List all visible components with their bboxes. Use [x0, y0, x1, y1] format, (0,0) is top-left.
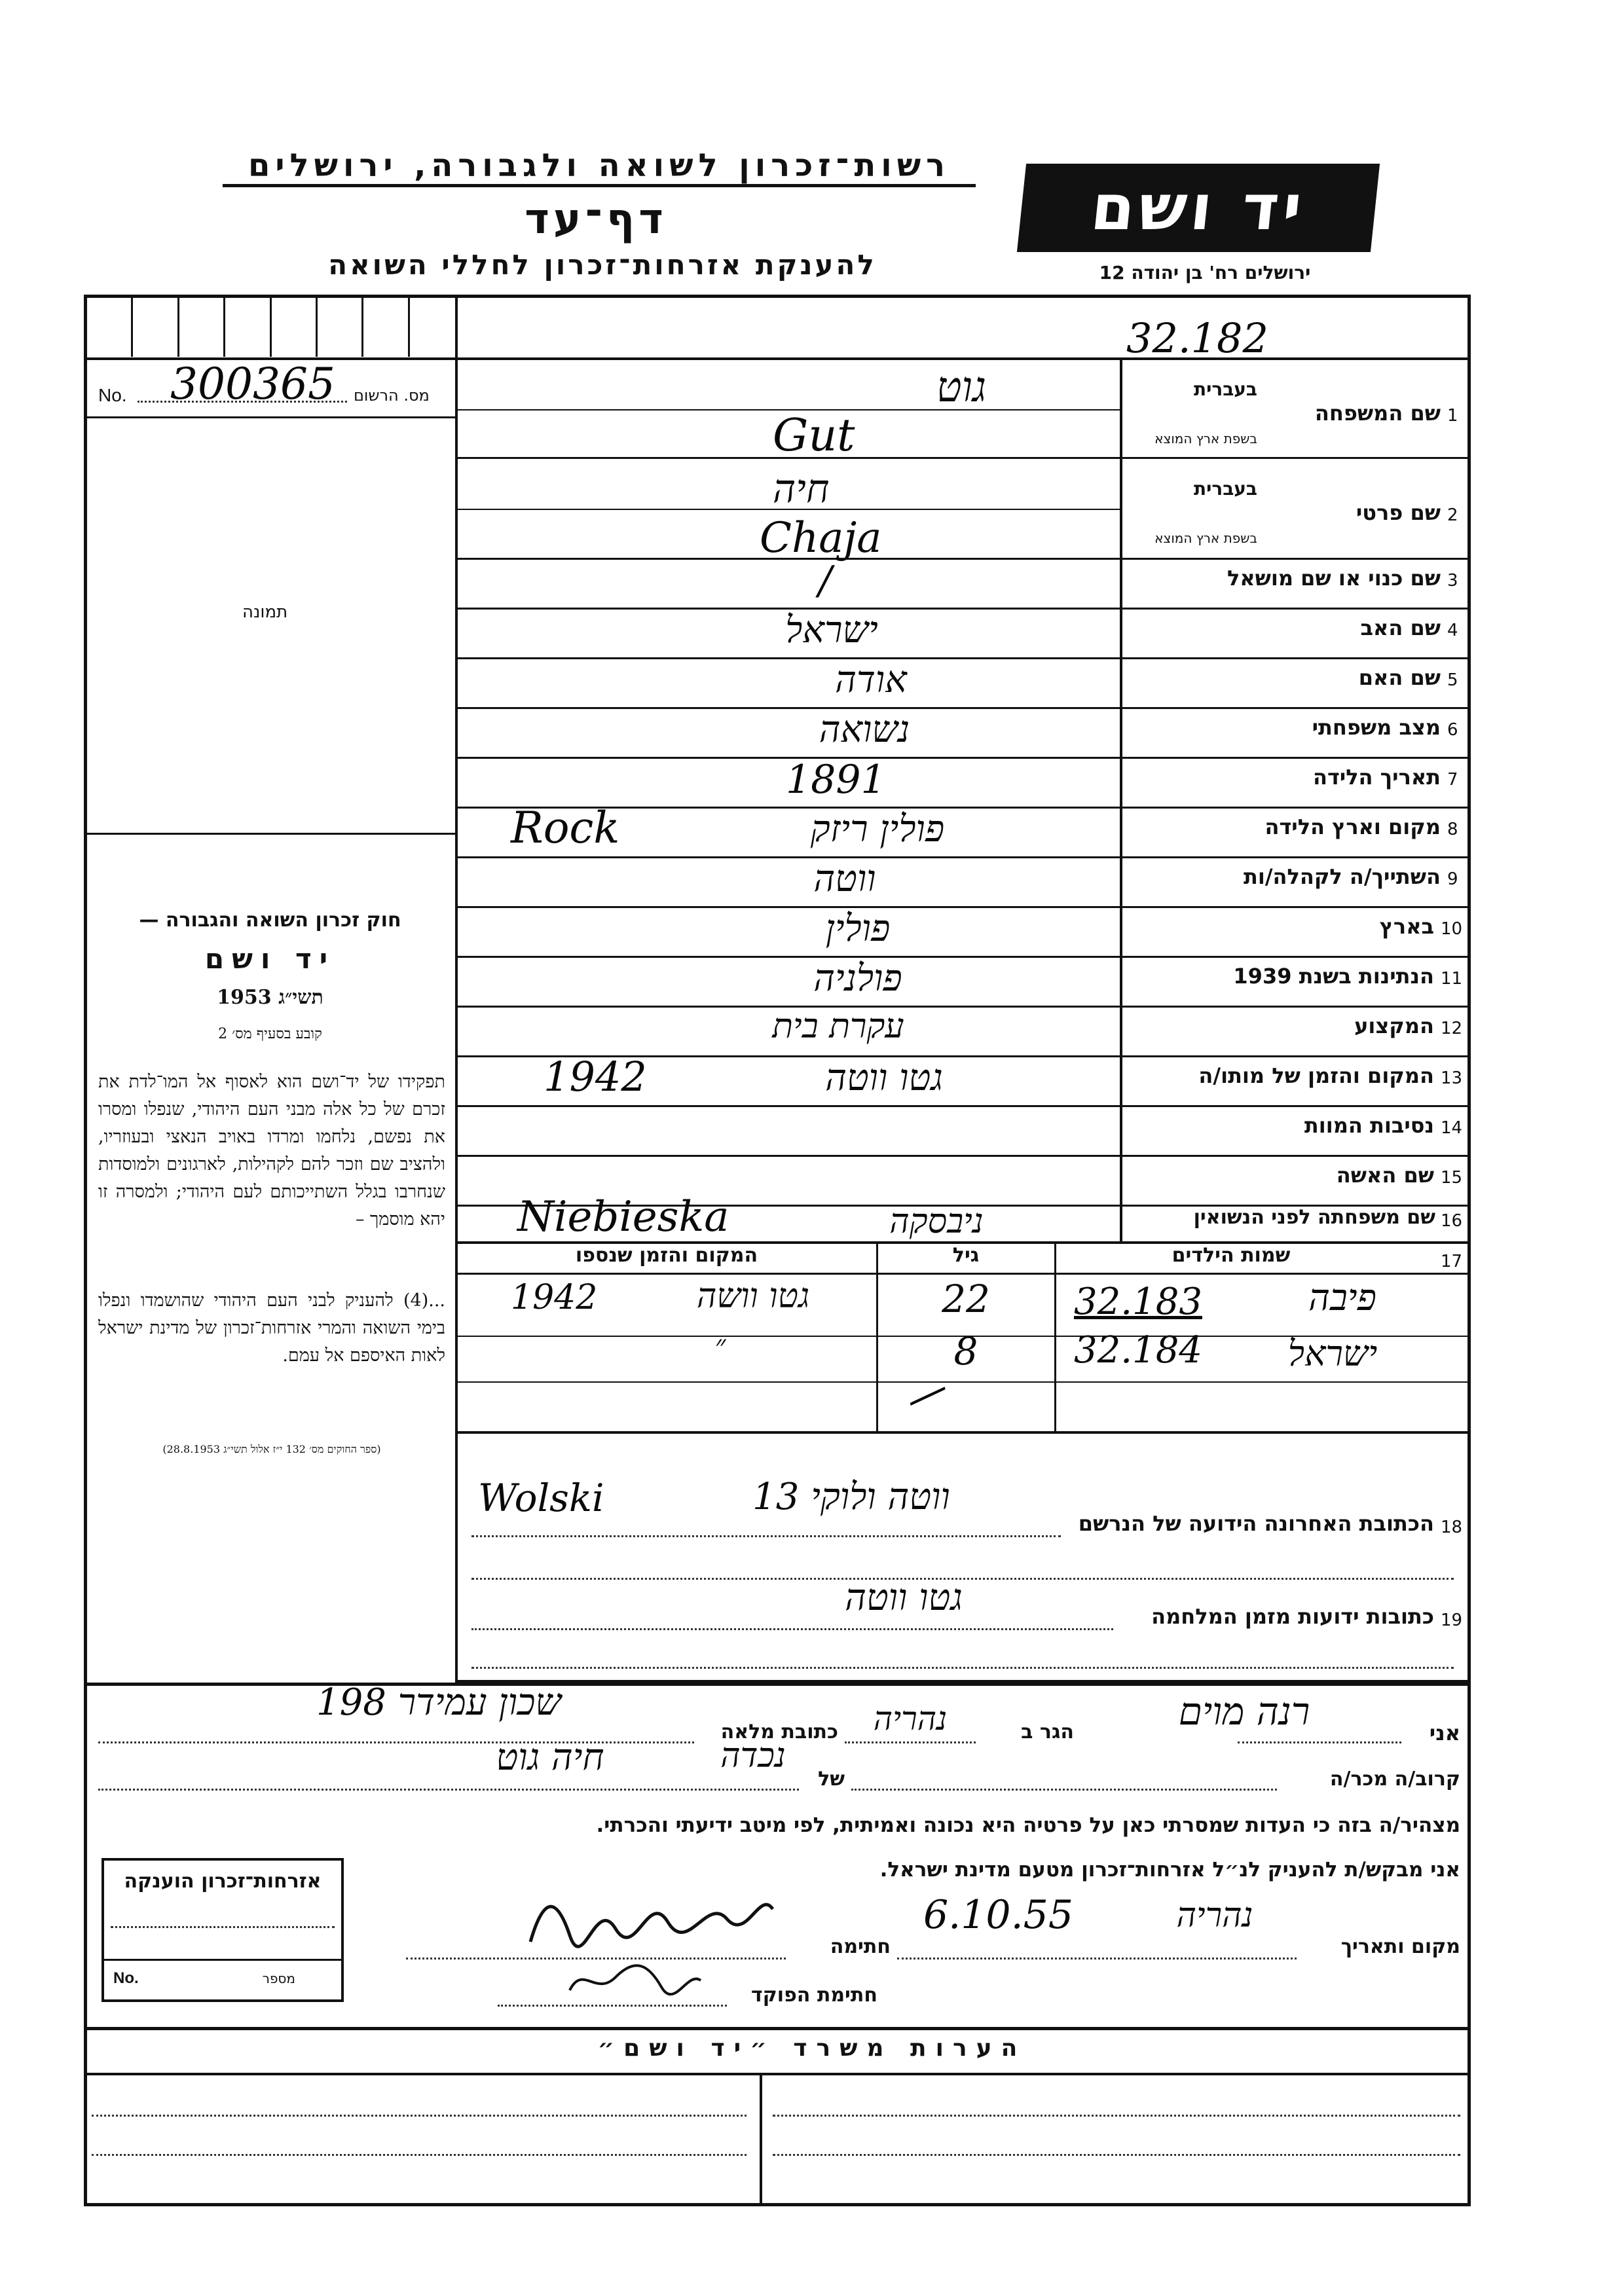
initials-icon — [563, 1958, 707, 2003]
child-2-name: ישראל — [1287, 1333, 1378, 1374]
official-signature-mark — [563, 1958, 707, 2003]
logo-text: יד ושם — [1087, 171, 1310, 244]
child-1-year: 1942 — [511, 1278, 598, 1317]
of-value: חיה גוט — [496, 1736, 604, 1779]
field-14-number: 14 — [1441, 1118, 1463, 1138]
child-1-ref: 32.183 — [1074, 1281, 1202, 1323]
full-address-value: שכון עמידר 198 — [316, 1681, 562, 1724]
signature-icon — [517, 1883, 779, 1955]
field-5-label: שם האם — [1358, 665, 1441, 690]
page-number: 32.182 — [1126, 314, 1268, 362]
children-col-names: שמות הילדים — [1172, 1244, 1291, 1267]
field-10-number: 10 — [1441, 919, 1463, 939]
field-7-label: תאריך הלידה — [1312, 765, 1441, 790]
field-1-sub-hebrew: בעברית — [1193, 378, 1257, 400]
declaration-ani: אני — [1429, 1721, 1460, 1745]
field-3-value: / — [819, 558, 832, 604]
field-18-value: ווטה ולוקי 13 — [752, 1476, 950, 1518]
field-12-label: המקצוע — [1354, 1013, 1434, 1038]
field-13-number: 13 — [1441, 1068, 1463, 1088]
field-19-number: 19 — [1441, 1611, 1463, 1630]
field-12-value: עקרת בית — [772, 1007, 904, 1046]
field-19-value: גטו ווטה — [845, 1576, 963, 1619]
field-12-number: 12 — [1441, 1019, 1463, 1038]
field-11-value: פולניה — [813, 957, 902, 1000]
registration-number: 300365 — [170, 359, 335, 409]
field-10-label: בארץ — [1379, 914, 1434, 939]
field-3-label: שם כנוי או שם מושאל — [1227, 566, 1441, 591]
award-no-label: No. — [113, 1969, 139, 1987]
resides-label: הגר ב — [1021, 1721, 1074, 1743]
field-4-label: שם האב — [1360, 615, 1441, 640]
full-address-label: כתובת מלאה — [720, 1721, 838, 1743]
field-6-value: נשואה — [819, 708, 910, 751]
field-6-number: 6 — [1447, 720, 1458, 740]
form-title: דף־עד — [525, 195, 667, 244]
office-remarks: הערות משרד ״יד ושם״ — [597, 2035, 1027, 2062]
field-7-value: 1891 — [786, 757, 886, 803]
address-line: ירושלים רח' בן יהודה 12 — [1099, 262, 1311, 283]
field-1-label: שם המשפחה — [1314, 401, 1441, 426]
field-1-hebrew-value: גוט — [936, 363, 987, 412]
field-5-number: 5 — [1447, 670, 1458, 690]
children-col-place: המקום והזמן שנספו — [575, 1244, 758, 1267]
field-13-label: המקום והזמן של מותו/ה — [1198, 1063, 1434, 1088]
field-4-value: ישראל — [785, 609, 878, 651]
field-18-number: 18 — [1441, 1518, 1463, 1537]
top-left-grid — [87, 298, 454, 357]
citizenship-award-box — [101, 1858, 344, 2002]
child-2-ref: 32.184 — [1074, 1329, 1202, 1372]
field-17-number: 17 — [1441, 1252, 1463, 1271]
law-clause: קובע בסעיף מס׳ 2 — [218, 1026, 322, 1042]
child-1-age: 22 — [942, 1277, 990, 1321]
date-value: 6.10.55 — [923, 1892, 1074, 1938]
child-2-age: 8 — [953, 1329, 978, 1374]
law-source: (ספר החוקים מס׳ 132 י״ז אלול תשי״ג 28.8.1953) — [162, 1443, 381, 1455]
signature-mark — [517, 1883, 779, 1955]
field-11-number: 11 — [1441, 969, 1463, 989]
relative-label: קרוב/ה מכר/ה — [1329, 1768, 1460, 1791]
resides-value: נהריה — [873, 1700, 948, 1738]
yad-vashem-logo — [1017, 164, 1380, 252]
field-1-number: 1 — [1447, 406, 1458, 426]
field-16-number: 16 — [1441, 1211, 1463, 1231]
field-11-label: הנתינות בשנת 1939 — [1233, 964, 1434, 989]
child-1-place: גטו וושה — [696, 1277, 810, 1316]
relation-value: נכדה — [720, 1736, 786, 1776]
field-19-label: כתובות ידועות מזמן המלחמה — [1151, 1604, 1434, 1629]
declaration-request: אני מבקש/ת להעניק לנ״ל אזרחות־זכרון מטעם מדינת ישראל. — [879, 1858, 1460, 1882]
field-1-sub-origin: בשפת ארץ המוצא — [1154, 431, 1257, 446]
field-15-number: 15 — [1441, 1168, 1463, 1188]
no-label: No. — [98, 385, 127, 405]
authority-title: רשות־זכרון לשואה ולגבורה, ירושלים — [223, 147, 976, 187]
field-1-latin-value: Gut — [773, 410, 855, 462]
field-2-number: 2 — [1447, 505, 1458, 525]
field-2-sub-origin: בשפת ארץ המוצא — [1154, 530, 1257, 546]
child-1-name: פיבה — [1308, 1277, 1376, 1319]
field-6-label: מצב משפחתי — [1312, 715, 1441, 740]
field-7-number: 7 — [1447, 770, 1458, 790]
of-label: של — [818, 1768, 845, 1791]
field-15-label: שם האשה — [1336, 1163, 1434, 1188]
field-2-latin-value: Chaja — [760, 514, 882, 562]
field-8-label: מקום וארץ הלידה — [1264, 814, 1441, 839]
declaration-statement: מצהיר/ה בזה כי העדות שמסרתי כאן על פרטיה היא נכונה ואמיתית, לפי מיטב ידיעתי והכרתי. — [596, 1813, 1460, 1837]
official-signature-label: חתימת הפוקד — [751, 1984, 877, 2007]
field-2-sub-hebrew: בעברית — [1193, 478, 1257, 500]
photo-label: תמונה — [242, 602, 288, 622]
field-13-value: גטו ווטה — [825, 1057, 943, 1099]
reg-label: מס. הרשום — [354, 386, 430, 405]
award-box-title: אזרחות־זכרון הוענקה — [124, 1870, 322, 1893]
children-col-age: גיל — [952, 1244, 980, 1267]
field-8-number: 8 — [1447, 820, 1458, 839]
field-9-number: 9 — [1447, 869, 1458, 889]
field-16-latin-value: Niebieska — [517, 1193, 729, 1241]
field-8-value: פולין ריזק — [810, 808, 945, 850]
field-5-value: אודה — [835, 659, 907, 701]
field-10-value: פולין — [825, 907, 891, 950]
field-9-label: השתייך/ה לקהלה/ות — [1243, 864, 1441, 889]
declarant-name: רנה מוים — [1178, 1689, 1310, 1734]
field-2-label: שם פרטי — [1356, 500, 1441, 525]
law-year: תשי״ג 1953 — [217, 986, 323, 1009]
field-13-year: 1942 — [544, 1053, 647, 1101]
field-3-number: 3 — [1447, 571, 1458, 591]
field-18-label: הכתובת האחרונה הידועה של הנרשם — [1078, 1511, 1434, 1536]
field-16-value: ניבסקה — [889, 1202, 984, 1241]
signature-label: חתימה — [830, 1935, 891, 1958]
place-date-label: מקום ותאריך — [1340, 1935, 1460, 1958]
field-9-value: ווטה — [813, 858, 876, 900]
field-18-latin-value: Wolski — [478, 1476, 604, 1520]
field-8-latin-value: Rock — [511, 803, 620, 853]
award-num-label: מספר — [262, 1971, 295, 1986]
law-name: יד ושם — [204, 943, 336, 975]
law-title: חוק זכרון השואה והגבורה — — [139, 909, 401, 932]
field-14-label: נסיבות המוות — [1304, 1113, 1434, 1138]
child-2-place: ״ — [714, 1329, 726, 1362]
child-3-age: — — [897, 1362, 956, 1425]
field-2-hebrew-value: חיה — [773, 466, 830, 512]
field-16-label: שם משפחתה לפני הנשואין — [1193, 1206, 1435, 1229]
field-4-number: 4 — [1447, 621, 1458, 640]
law-paragraph-2: ...(4) להעניק לבני העם היהודי שהושמדו ונפלו בימי השואה והמרי אזרחות־זכרון של מדינת ישראל לאות האיספם אל עמם. — [98, 1290, 445, 1366]
law-paragraph-1: תפקידו של יד־ושם הוא לאסוף אל המו־לדת את זכרם של כל אלה מבני העם היהודי, שנפלו ומסרו את נפשם, נלחמו ומרדו באויב הנאצי ובעוזריו, ולהציב שם וזכר להם לקהילות, לארגונים ולמוסדות שנחרבו בגלל השתייכותם לעם היהודי; ולמסרה זו יהא מוסמך – — [98, 1072, 445, 1230]
form-subtitle: להענקת אזרחות־זכרון לחללי השואה — [328, 249, 877, 281]
place-value: נהריה — [1176, 1896, 1253, 1935]
